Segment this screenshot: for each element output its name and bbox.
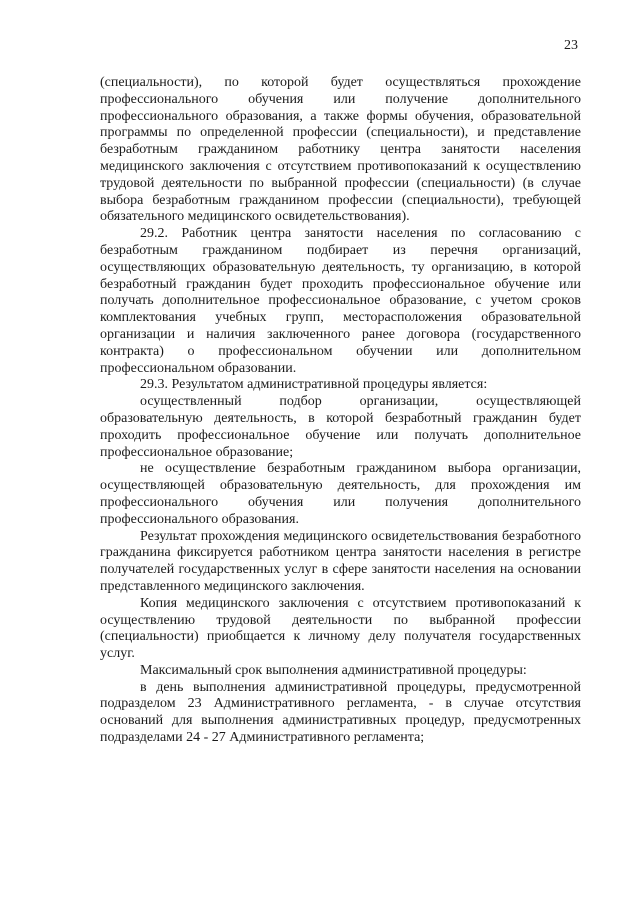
paragraph-5: не осуществление безработным гражданином выбора организации, осуществляющей образовательную деятельность, для прохождения им профессионального обучения или получения дополнительного профессионального образования.	[100, 461, 581, 527]
paragraph-7: Копия медицинского заключения с отсутствием противопоказаний к осуществлению трудовой деятельности по выбранной профессии (специальности) приобщается к личному делу получателя государственных услуг.	[100, 595, 581, 662]
paragraph-3: 29.3. Результатом административной процедуры является:	[140, 377, 488, 393]
paragraph-2: 29.2. Работник центра занятости населения по согласованию с безработным гражданином подбирает из перечня организаций, осуществляющих образовательную деятельность, ту организацию, в которой безработный гражданин будет проходить профессиональное обучение или получать дополнительное профессиональное образование, с учетом сроков комплектования учебных групп, месторасположения образовательной организации и наличия заключенного ранее договора (государственного контракта) о профессиональном обучении или дополнительном профессиональном образовании.	[100, 226, 581, 376]
paragraph-9: в день выполнения административной процедуры, предусмотренной подразделом 23 Административного регламента, - в случае отсутствия оснований для выполнения административных процедур, предусмотренных подразделами 24 - 27 Административного регламента;	[100, 679, 581, 746]
paragraph-4: осуществленный подбор организации, осуществляющей образовательную деятельность, в которой безработный гражданин будет проходить профессиональное обучение или получать дополнительное профессиональное образование;	[100, 394, 581, 460]
paragraph-8: Максимальный срок выполнения административной процедуры:	[140, 662, 527, 678]
paragraph-6: Результат прохождения медицинского освидетельствования безработного гражданина фиксируется работником центра занятости населения в регистре получателей государственных услуг в сфере занятости населения на основании представленного медицинского заключения.	[100, 528, 581, 594]
page-number: 23	[564, 38, 578, 53]
document-body	[100, 75, 581, 747]
paragraph-1: (специальности), по которой будет осуществляться прохождение профессионального обучения или получение дополнительного профессионального образования, а также формы обучения, образовательной программы по определенной профессии (специальности), и представление безработным гражданином работнику центра занятости населения медицинского заключения с отсутствием противопоказаний к осуществлению трудовой деятельности по выбранной профессии (специальности) (в случае выбора безработным гражданином профессии (специальности), требующей обязательного медицинского освидетельствования).	[100, 75, 581, 225]
